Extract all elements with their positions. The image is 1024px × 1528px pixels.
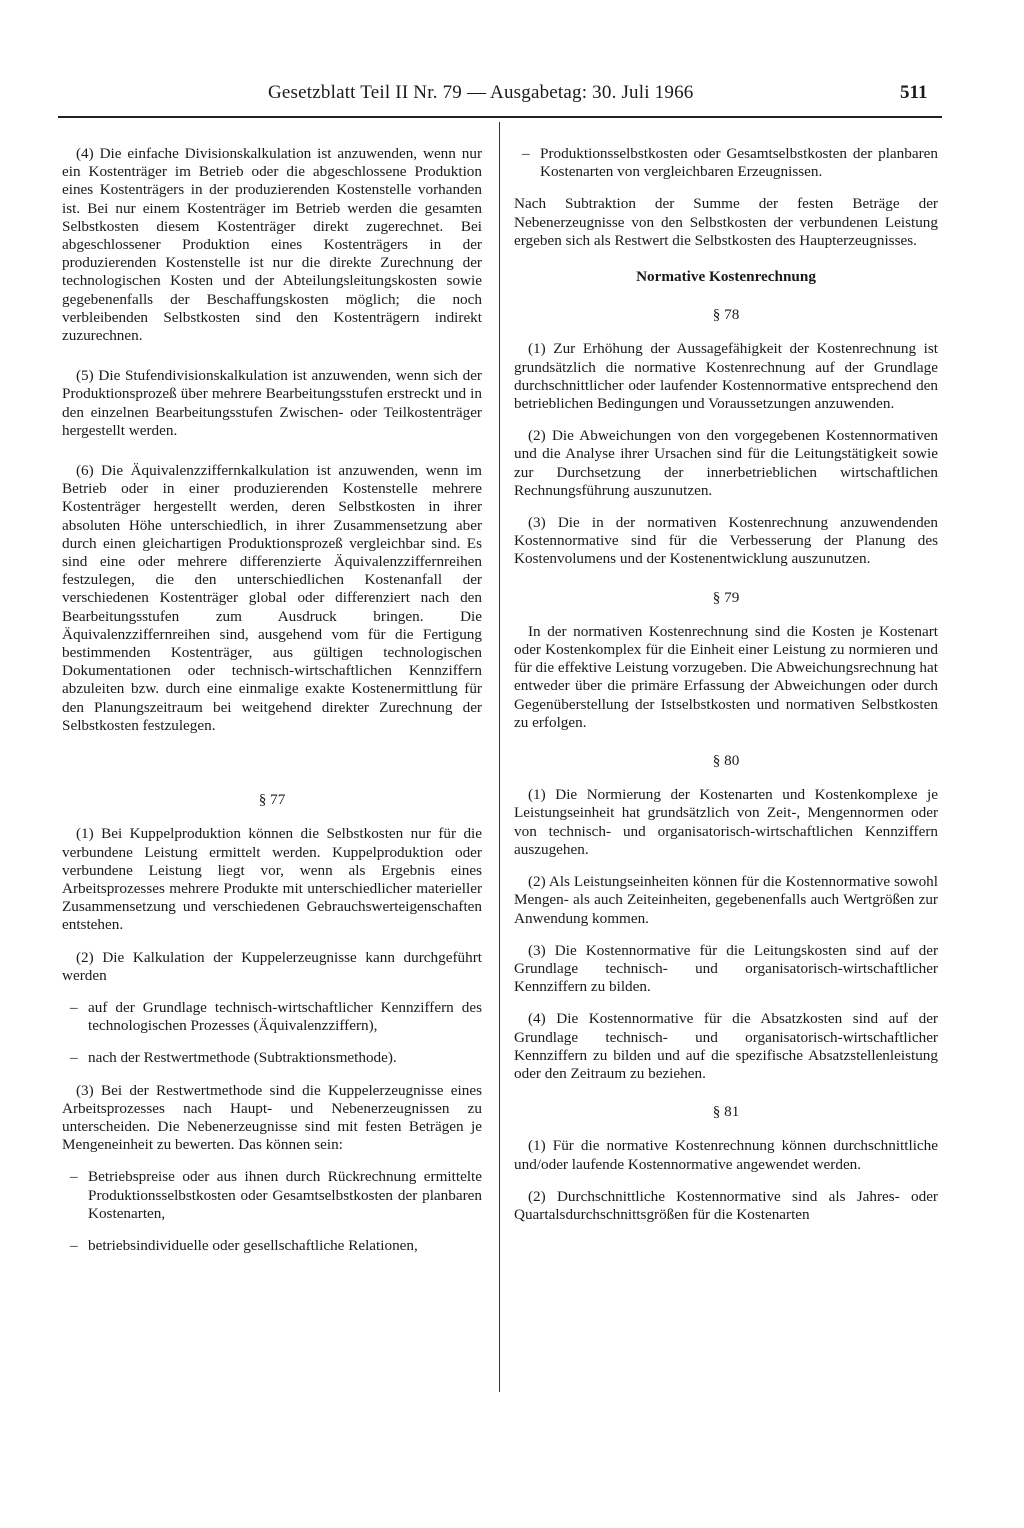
paragraph-80-3: (3) Die Kostennormative für die Leitungskosten sind auf der Grundlage technisch- und organisatorisch-wirtschaftlicher Kennziffern zu bilden.: [514, 941, 938, 996]
paragraph-76-4: (4) Die einfache Divisionskalkulation ist anzuwenden, wenn nur ein Kostenträger im Betrieb oder die abgeschlossene Produktion eines Kostenträgers in der produzierenden Kostenstelle vorhanden ist. Bei nur einem Kostenträger im Betrieb werden die gesamten Selbstkosten diesem Kostenträger direkt zugerechnet. Bei abgeschlossener Produktion eines Kostenträgers in der produzierenden Kostenstelle ist nur die direkte Zurechnung der technologischen Kosten und der Abteilungsleitungskosten sowie gegebenenfalls der Beschaffungskosten möglich; die noch verbleibenden Selbstkosten sind den Kostenträgern indirekt zuzurechnen.: [62, 145, 482, 345]
page-number: 511: [900, 82, 928, 103]
paragraph-78-3: (3) Die in der normativen Kostenrechnung anzuwendenden Kostennormative sind für die Verbesserung der Planung des Kostenvolumens und der Kostenentwicklung auszunutzen.: [514, 514, 938, 568]
list-77-3: [62, 1168, 482, 1255]
left-column: [62, 145, 482, 1269]
list-item: – betriebsindividuelle oder gesellschaftliche Relationen,: [62, 1237, 482, 1255]
list-item: – Produktionsselbstkosten oder Gesamtselbstkosten der planbaren Kostenarten von vergleichbaren Erzeugnissen.: [514, 145, 938, 181]
paragraph-81-1: (1) Für die normative Kostenrechnung können durchschnittliche und/oder laufende Kostennormative angewendet werden.: [514, 1137, 938, 1173]
header-title: Gesetzblatt Teil II Nr. 79 — Ausgabetag: 30. Juli 1966: [268, 82, 694, 103]
paragraph-80-1: (1) Die Normierung der Kostenarten und Kostenkomplexe je Leistungseinheit hat grundsätzlich von Zeit-, Mengennormen oder von technisch- und organisatorisch-wirtschaftlichen Kennziffern auszugehen.: [514, 786, 938, 858]
paragraph-77-2: (2) Die Kalkulation der Kuppelerzeugnisse kann durchgeführt werden: [62, 948, 482, 984]
paragraph-77-restwert: Nach Subtraktion der Summe der festen Beträge der Nebenerzeugnisse von den Selbstkosten der verbundenen Leistung ergeben sich als Restwert die Selbstkosten des Haupterzeugnisses.: [514, 195, 938, 249]
paragraph-78-2: (2) Die Abweichungen von den vorgegebenen Kostennormativen und die Analyse ihrer Ursachen sind für die Leitungstätigkeit sowie zur Durchsetzung der innerbetrieblichen wirtschaftlichen Rechnungsführung auszunutzen.: [514, 427, 938, 499]
paragraph-81-2: (2) Durchschnittliche Kostennormative sind als Jahres- oder Quartalsdurchschnittsgrößen für die Kostenarten: [514, 1187, 938, 1223]
list-item: – nach der Restwertmethode (Subtraktionsmethode).: [62, 1049, 482, 1067]
section-79-heading: § 79: [712, 588, 740, 606]
list-77-2: [62, 999, 482, 1068]
list-77-3-continued: [514, 145, 938, 181]
list-item: – auf der Grundlage technisch-wirtschaftlicher Kennziffern des technologischen Prozesses (Äquivalenzziffern),: [62, 999, 482, 1035]
paragraph-78-1: (1) Zur Erhöhung der Aussagefähigkeit der Kostenrechnung ist grundsätzlich die normative Kostenrechnung auf der Grundlage durchschnittlicher oder laufender Kostennormative entsprechend den betrieblichen Bedingungen und Voraussetzungen anzuwenden.: [514, 340, 938, 413]
paragraph-80-4: (4) Die Kostennormative für die Absatzkosten sind auf der Grundlage technisch- und organisatorisch-wirtschaftlicher Kennziffern zu bilden und auf die spezifische Absatzstellenleistung oder den Zeitraum zu beziehen.: [514, 1010, 938, 1082]
section-78-heading: § 78: [712, 306, 740, 324]
column-divider: [499, 122, 500, 1392]
section-81-heading: § 81: [712, 1103, 740, 1121]
right-column: [514, 145, 938, 1238]
paragraph-79: In der normativen Kostenrechnung sind die Kosten je Kostenart oder Kostenkomplex für die Einheit einer Leistung zu normieren und für die effektive Leistung vorzugeben. Die Abweichungsrechnung hat entweder über die primäre Erfassung der Abweichungen oder durch Gegenüberstellung der Istselbstkosten und normativen Selbstkosten zu erfolgen.: [514, 622, 938, 731]
paragraph-77-3: (3) Bei der Restwertmethode sind die Kuppelerzeugnisse eines Arbeitsprozesses nach Haupt- und Nebenerzeugnissen zu unterscheiden. Die Nebenerzeugnisse sind mit festen Beträgen je Mengeneinheit zu bewerten. Das können sein:: [62, 1081, 482, 1154]
section-77-heading: § 77: [258, 791, 286, 809]
paragraph-76-5: (5) Die Stufendivisionskalkulation ist anzuwenden, wenn sich der Produktionsprozeß über mehrere Bearbeitungsstufen erstreckt und in den einzelnen Bearbeitungsstufen Zwischen- oder Teilkostenträger hergestellt werden.: [62, 367, 482, 439]
list-item: – Betriebspreise oder aus ihnen durch Rückrechnung ermittelte Produktionsselbstkosten oder Gesamtselbstkosten der planbaren Kostenarten,: [62, 1168, 482, 1223]
paragraph-80-2: (2) Als Leistungseinheiten können für die Kostennormative sowohl Mengen- als auch Zeiteinheiten, gegebenenfalls auch Wertgrößen zur Anwendung kommen.: [514, 873, 938, 927]
header-rule: [58, 116, 942, 118]
paragraph-76-6: (6) Die Äquivalenzziffernkalkulation ist anzuwenden, wenn im Betrieb oder in einer produzierenden Kostenstelle mehrere Kostenträger hergestellt werden, deren Selbstkosten in ihrer absoluten Höhe unterschiedlich, in ihrer Zusammensetzung aber durch einen gleichartigen Produktionsprozeß vergleichbar sind. Es sind eine oder mehrere differenzierte Äquivalenzziffernreihen festzulegen, die den unterschiedlichen Kostenanfall der verschiedenen Kostenträger global oder differenziert nach den Bearbeitungsstufen zum Ausdruck bringen. Die Äquivalenzziffernreihen sind, ausgehend vom für die Fertigung bestimmenden Kostenträger, aus gültigen technologischen Dokumentationen oder technisch-wirtschaftlichen Kennziffern abzuleiten bzw. durch eine einmalige exakte Kostenermittlung für den Planungszeitraum bei weitgehend direkter Zurechnung der Selbstkosten festzulegen.: [62, 462, 482, 734]
section-80-heading: § 80: [712, 752, 740, 770]
paragraph-77-1: (1) Bei Kuppelproduktion können die Selbstkosten nur für die verbundene Leistung ermittelt werden. Kuppelproduktion oder verbundene Leistung liegt vor, wenn als Ergebnis eines Arbeitsprozesses mehrere Produkte mit unterschiedlicher materieller Zusammensetzung und verschiedenen Gebrauchswerteigenschaften entstehen.: [62, 825, 482, 934]
page-header: [0, 82, 1024, 112]
section-heading: Normative Kostenrechnung: [636, 268, 816, 286]
